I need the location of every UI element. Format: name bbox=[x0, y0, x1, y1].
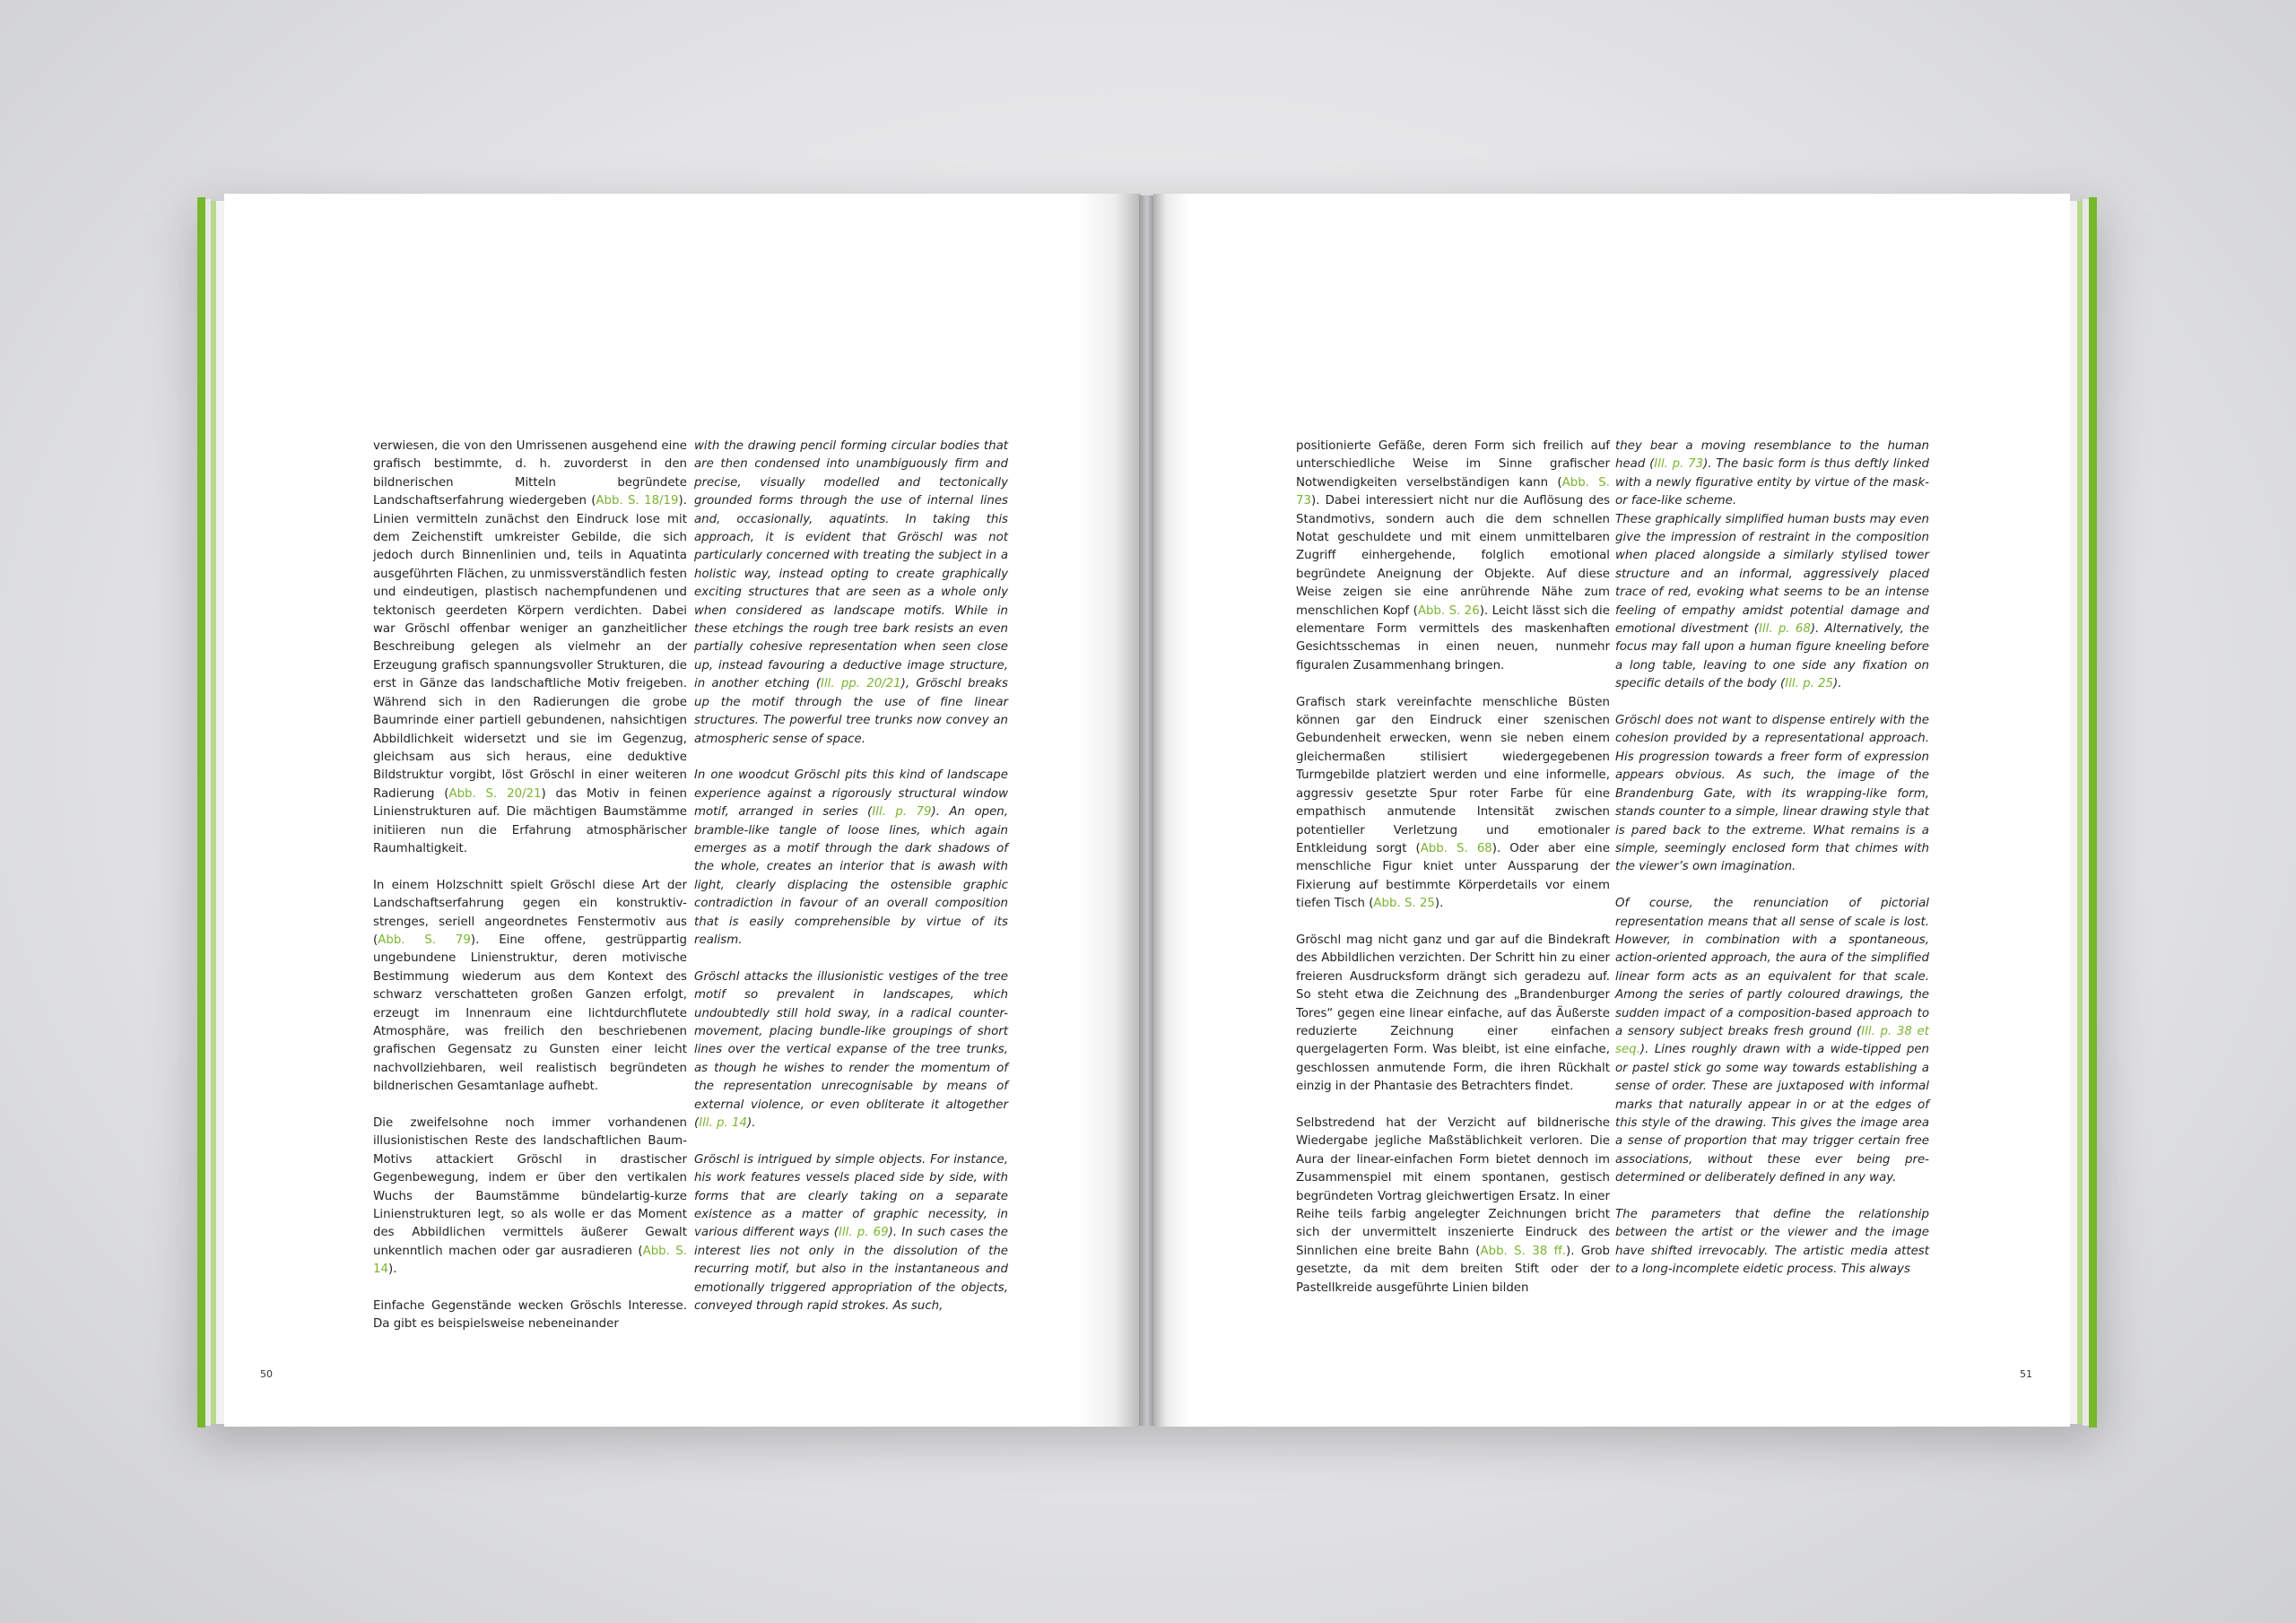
paragraph bbox=[694, 1151, 1008, 1316]
gutter-shadow bbox=[1153, 194, 1189, 1427]
text-run: Die zweifelsohne noch immer vorhandenen illusionistischen Reste des landschaftlichen Baum-Motivs attackiert Gröschl in drastischer Gegenbewegung, indem er über den vertikalen Wuchs der Baumstämme bündelartig-kurze Linienstrukturen legt, so als wolle er das Moment des Abbildlichen vermittels äußerer Gewalt unkenntlich machen oder gar ausradieren ( bbox=[373, 1116, 687, 1258]
page-number: 51 bbox=[2020, 1368, 2032, 1380]
page-number: 50 bbox=[260, 1368, 273, 1380]
text-run: ). Grob gesetzte, da mit dem breiten Stift oder der Pastellkreide ausgeführte Linien bilden bbox=[1296, 1244, 1610, 1295]
figure-reference-link[interactable]: Abb. S. 25 bbox=[1373, 897, 1435, 911]
text-run: These graphically simplified human busts may even give the impression of restraint in the composition when placed alongside a similarly stylised tower structure and an informal, aggressively placed trace of red, evoking what seems to be an intense feeling of empathy amidst potential damage and emotional divestment ( bbox=[1615, 512, 1929, 637]
german-text-column bbox=[1296, 438, 1610, 1315]
text-run: ). bbox=[747, 1116, 756, 1130]
text-run: ). Dabei interessiert nicht nur die Auflösung des Standmotivs, sondern auch die dem schnellen Notat geschuldete und mit einem unmittelbaren Zugriff einhergehende, folglich emotional begründete Aneignung der Objekte. Auf diese Weise zeigen sie eine anrührende Nähe zum menschlichen Kopf ( bbox=[1296, 494, 1610, 618]
figure-reference-link[interactable]: Abb. S. 73 bbox=[1296, 475, 1610, 508]
text-run: Selbstredend hat der Verzicht auf bildnerische Wiedergabe jegliche Maßstäblichkeit verloren. Die Aura der linear-einfachen Form bietet dennoch im Zusammenspiel mit einem spontanen, gestisch begründeten Vortrag gleichwertigen Ersatz. In einer Reihe teils farbig angelegter Zeichnungen bricht sich der unvermittelt inszenierte Eindruck des Sinnlichen eine breite Bahn ( bbox=[1296, 1115, 1610, 1258]
paragraph bbox=[1615, 895, 1929, 1188]
text-run: ). bbox=[1434, 897, 1444, 911]
english-text-column bbox=[1615, 438, 1929, 1298]
figure-reference-link[interactable]: Ill. p. 69 bbox=[838, 1226, 889, 1240]
figure-reference-link[interactable]: Ill. p. 79 bbox=[872, 805, 932, 820]
text-run: ). bbox=[1833, 677, 1842, 691]
figure-reference-link[interactable]: Ill. p. 14 bbox=[699, 1116, 747, 1130]
right-edge-page-layer bbox=[2083, 199, 2089, 1426]
english-text-column bbox=[694, 438, 1008, 1334]
figure-reference-link[interactable]: Ill. p. 38 et seq. bbox=[1615, 1024, 1929, 1057]
figure-reference-link[interactable]: Abb. S. 38 ff. bbox=[1480, 1244, 1567, 1258]
text-run: Gröschl does not want to dispense entirely with the cohesion provided by a representational approach. His progression towards a freer form of expression appears obvious. As such, the image of the Brandenburg Gate, with its wrapping-like form, stands counter to a simple, linear drawing style that is pared back to the extreme. What remains is a simple, seemingly enclosed form that chimes with the viewer’s own imagination. bbox=[1615, 714, 1929, 874]
text-run: Gröschl mag nicht ganz und gar auf die Bindekraft des Abbildlichen verzichten. Der Schritt hin zu einer freieren Ausdrucksform drängt sich geradezu auf. So steht etwa die Zeichnung des „Brandenburger Tores“ gegen eine linear einfache, auf das Äußerste reduzierte Zeichnung einer einfachen quergelagerten Form. Was bleibt, ist eine einfache, geschlossen anmutende Form, die ihren Rückhalt einzig in der Phantasie des Betrachters findet. bbox=[1296, 933, 1610, 1094]
text-run: ). bbox=[387, 1263, 397, 1277]
figure-reference-link[interactable]: Ill. pp. 20/21 bbox=[821, 677, 901, 691]
text-run: ). The basic form is thus deftly linked with a newly figurative entity by virtue of the mask- or face-like scheme. bbox=[1615, 457, 1929, 508]
paragraph bbox=[1296, 932, 1610, 1097]
text-run: ). Lines roughly drawn with a wide-tipped pen or pastel stick go some way towards establishing a sense of order. These are juxtaposed with informal marks that naturally appear in or at the edges of this style of the drawing. This gives the image area a sense of proportion that may trigger certain free associations, without these ever being pre-determined or deliberately defined in any way. bbox=[1615, 1043, 1929, 1185]
german-text-column bbox=[373, 438, 687, 1352]
text-run: ). An open, bramble-like tangle of loose lines, which again emerges as a motif through the dark shadows of the whole, creates an interior that is awash with light, clearly displacing the ostensible graphic contradiction in favour of an overall composition that is easily comprehensible by virtue of its realism. bbox=[694, 805, 1008, 947]
text-run: In one woodcut Gröschl pits this kind of landscape experience against a rigorously structural window motif, arranged in series ( bbox=[694, 768, 1008, 820]
text-run: verwiesen, die von den Umrissenen ausgehend eine grafisch bestimmte, d. h. zuvorderst in den bildnerischen Mitteln begründete Landschaftserfahrung wiedergeben ( bbox=[373, 439, 687, 508]
text-run: ). In such cases the interest lies not only in the dissolution of the recurring motif, but also in the instantaneous and emotionally triggered appropriation of the objects, conveyed through rapid strokes. As such, bbox=[694, 1226, 1008, 1314]
text-run: ). Linien vermitteln zunächst den Eindruck lose mit dem Zeichenstift umkreister Gebilde, die sich jedoch durch Binnenlinien und, teils in Aquatinta ausgeführten Flächen, zu unmissverständlich festen und eindeutigen, plastisch nachempfundenen und tektonisch geerdeten Körpern verdichten. Dabei war Gröschl offenbar weniger an ganzheitlicher Beschreibung gelegen als vielmehr an der Erzeugung grafisch spannungsvoller Strukturen, die erst in Gänze das landschaftliche Motiv freigeben. Während sich in den Radierungen die grobe Baumrinde einer partiell gebundenen, nahsichtigen Abbildlichkeit widersetzt und sie im Gegenzug, gleichsam aus sich heraus, eine deduktive Bildstruktur vorgibt, löst Gröschl in einer weiteren Radierung ( bbox=[373, 494, 687, 801]
paragraph bbox=[373, 1298, 687, 1334]
paragraph bbox=[694, 438, 1008, 749]
paragraph bbox=[694, 767, 1008, 950]
left-edge-page-layer bbox=[216, 201, 224, 1424]
text-run: In einem Holzschnitt spielt Gröschl diese Art der Landschaftserfahrung gegen ein konstruktiv-strenges, seriell angeordnetes Fenstermotiv aus ( bbox=[373, 878, 687, 947]
text-run: ). Leicht lässt sich die elementare Form vermittels des maskenhaften Gesichtsschemas in einen neuen, nunmehr figuralen Zusammenhang bringen. bbox=[1296, 603, 1610, 673]
paragraph bbox=[1296, 1115, 1610, 1298]
paragraph bbox=[373, 1115, 687, 1280]
paragraph bbox=[1296, 694, 1610, 914]
text-run: positionierte Gefäße, deren Form sich freilich auf unterschiedliche Weise im Sinne grafischer Notwendigkeiten verselbständigen kann ( bbox=[1296, 439, 1610, 490]
gutter-shadow bbox=[1078, 194, 1141, 1427]
text-run: Grafisch stark vereinfachte menschliche Büsten können gar den Eindruck einer szenischen Gebundenheit erwecken, wenn sie neben einem gleichermaßen stilisiert wiedergegebenen Turmgebilde platziert werden und eine informelle, aggressiv gesetzte Spur roter Farbe für eine empathisch anmutende Intensität zwischen potentieller Verletzung und emotionaler Entkleidung sorgt ( bbox=[1296, 695, 1610, 855]
figure-reference-link[interactable]: Ill. p. 68 bbox=[1758, 622, 1811, 637]
paragraph bbox=[1296, 438, 1610, 675]
text-run: they bear a moving resemblance to the human head ( bbox=[1615, 439, 1929, 472]
text-run: Einfache Gegenstände wecken Gröschls Interesse. Da gibt es beispielsweise nebeneinander bbox=[373, 1299, 687, 1332]
figure-reference-link[interactable]: Abb. S. 79 bbox=[378, 933, 471, 947]
paragraph bbox=[1615, 1206, 1929, 1280]
right-page bbox=[1153, 194, 2070, 1427]
left-edge-green-band bbox=[197, 197, 205, 1428]
figure-reference-link[interactable]: Abb. S. 14 bbox=[373, 1244, 687, 1277]
figure-reference-link[interactable]: Abb. S. 68 bbox=[1420, 841, 1492, 855]
text-run: ). Eine offene, gestrüppartig ungebundene Linienstruktur, deren motivische Bestimmung wiederum aus dem Kontext des schwarz verschatteten großen Ganzen erfolgt, erzeugt im Innenraum eine lichtdurchflutete Atmosphäre, was freilich den beschriebenen grafischen Gegensatz zu Gunsten einer leicht nachvollziehbaren, weil realistisch begründeten bildnerischen Gesamtanlage aufhebt. bbox=[373, 933, 687, 1094]
left-page bbox=[224, 194, 1141, 1427]
text-run: ). Oder aber eine menschliche Figur kniet unter Aussparung der Fixierung auf bestimmte Körperdetails vor einem tiefen Tisch ( bbox=[1296, 841, 1610, 911]
paragraph bbox=[694, 968, 1008, 1133]
figure-reference-link[interactable]: Abb. S. 20/21 bbox=[448, 786, 542, 801]
text-run: with the drawing pencil forming circular bodies that are then condensed into unambiguously firm and precise, visually modelled and tectonically grounded forms through the use of internal lines and, occasionally, aquatints. In taking this approach, it is evident that Gröschl was not particularly concerned with treating the subject in a holistic way, instead opting to create graphically exciting structures that are seen as a whole only when considered as landscape motifs. While in these etchings the rough tree bark resists an even partially cohesive representation when seen close up, instead favouring a deductive image structure, in another etching ( bbox=[694, 439, 1008, 691]
text-run: ), Gröschl breaks up the motif through the use of fine linear structures. The powerful tree trunks now convey an atmospheric sense of space. bbox=[694, 677, 1008, 746]
text-run: The parameters that define the relationship between the artist or the viewer and the image have shifted irrevocably. The artistic media attest to a long-incomplete eidetic process. This always bbox=[1615, 1208, 1929, 1277]
paragraph bbox=[373, 438, 687, 858]
figure-reference-link[interactable]: Ill. p. 25 bbox=[1785, 677, 1834, 691]
right-edge-page-layer bbox=[2070, 201, 2077, 1424]
text-run: ) das Motiv in feinen Linienstrukturen auf. Die mächtigen Baumstämme initiieren nun die Erfahrung atmosphärischer Raumhaltigkeit. bbox=[373, 786, 687, 855]
text-run: Of course, the renunciation of pictorial representation means that all sense of scale is lost. However, in combination with a spontaneous, action-oriented approach, the aura of the simplified linear form acts as an equivalent for that scale. Among the series of partly coloured drawings, the sudden impact of a composition-based approach to a sensory subject breaks fresh ground ( bbox=[1615, 897, 1929, 1038]
paragraph bbox=[373, 877, 687, 1097]
figure-reference-link[interactable]: Ill. p. 73 bbox=[1654, 457, 1704, 472]
figure-reference-link[interactable]: Abb. S. 18/19 bbox=[596, 494, 679, 508]
text-run: ). Alternatively, the focus may fall upon a human figure kneeling before a long table, leaving to one side any fixation on specific details of the body ( bbox=[1615, 622, 1929, 691]
paragraph bbox=[1615, 438, 1929, 694]
text-run: Gröschl is intrigued by simple objects. For instance, his work features vessels placed side by side, with forms that are clearly taking on a separate existence as a matter of graphic necessity, in various different ways ( bbox=[694, 1152, 1008, 1240]
paragraph bbox=[1615, 712, 1929, 877]
right-edge-green-band bbox=[2089, 197, 2097, 1428]
figure-reference-link[interactable]: Abb. S. 26 bbox=[1417, 603, 1480, 618]
text-run: Gröschl attacks the illusionistic vestiges of the tree motif so prevalent in landscapes, which undoubtedly still hold sway, in a radical counter-movement, placing bundle-like groupings of short lines over the vertical expanse of the tree trunks, as though he wishes to render the momentum of the representation unrecognisable by means of external violence, or even obliterate it altogether ( bbox=[694, 969, 1008, 1130]
